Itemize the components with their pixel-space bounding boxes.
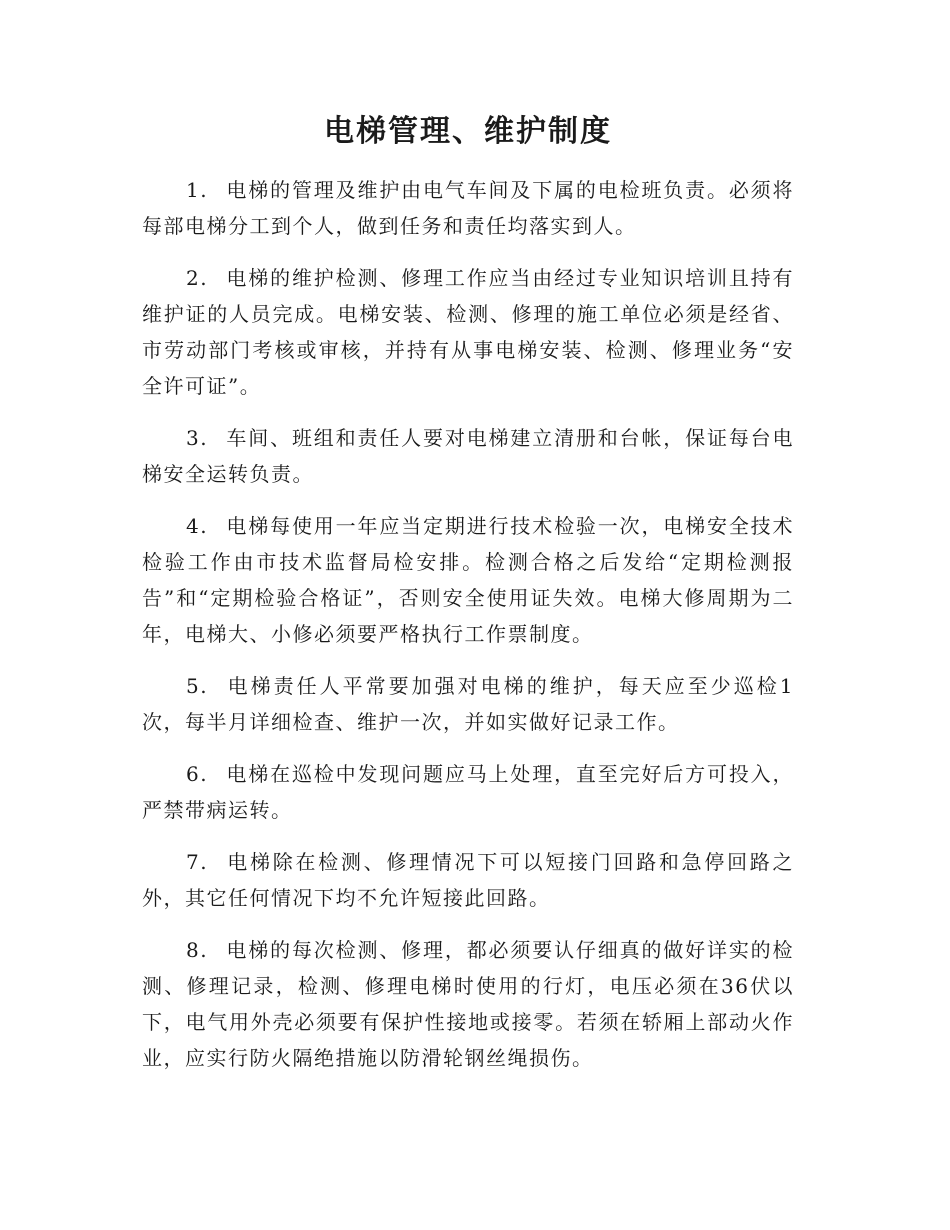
clause-text: 电梯在巡检中发现问题应马上处理，直至完好后方可投入，严禁带病运转。 bbox=[142, 762, 794, 822]
clause-1 bbox=[142, 172, 794, 244]
clause-text: 电梯责任人平常要加强对电梯的维护，每天应至少巡检1次，每半月详细检查、维护一次，并如实做好记录工作。 bbox=[142, 674, 794, 734]
clause-number: 5. bbox=[186, 674, 209, 698]
clause-number: 2. bbox=[186, 266, 209, 290]
clause-text: 车间、班组和责任人要对电梯建立清册和台帐，保证每台电梯安全运转负责。 bbox=[142, 426, 794, 486]
clause-text: 电梯除在检测、修理情况下可以短接门回路和急停回路之外，其它任何情况下均不允许短接此回路。 bbox=[142, 850, 794, 910]
clause-6 bbox=[142, 756, 794, 828]
clause-number: 8. bbox=[186, 938, 209, 962]
clause-number: 6. bbox=[186, 762, 209, 786]
clause-text: 电梯每使用一年应当定期进行技术检验一次，电梯安全技术检验工作由市技术监督局检安排。检测合格之后发给“定期检测报告”和“定期检验合格证”，否则安全使用证失效。电梯大修周期为二年，电梯大、小修必须要严格执行工作票制度。 bbox=[142, 514, 794, 646]
clause-number: 4. bbox=[186, 514, 209, 538]
clause-7 bbox=[142, 844, 794, 916]
clause-2 bbox=[142, 260, 794, 404]
clause-8 bbox=[142, 932, 794, 1076]
document-title: 电梯管理、维护制度 bbox=[324, 114, 612, 149]
clause-text: 电梯的维护检测、修理工作应当由经过专业知识培训且持有维护证的人员完成。电梯安装、检测、修理的施工单位必须是经省、市劳动部门考核或审核，并持有从事电梯安装、检测、修理业务“安全许可证”。 bbox=[142, 266, 794, 398]
clause-number: 7. bbox=[186, 850, 209, 874]
clause-number: 1. bbox=[186, 178, 209, 202]
document-page bbox=[142, 112, 794, 1092]
clause-text: 电梯的每次检测、修理，都必须要认仔细真的做好详实的检测、修理记录，检测、修理电梯时使用的行灯，电压必须在36伏以下，电气用外壳必须要有保护性接地或接零。若须在轿厢上部动火作业，应实行防火隔绝措施以防滑轮钢丝绳损伤。 bbox=[142, 938, 794, 1070]
clause-4 bbox=[142, 508, 794, 652]
clause-3 bbox=[142, 420, 794, 492]
clause-text: 电梯的管理及维护由电气车间及下属的电检班负责。必须将每部电梯分工到个人，做到任务和责任均落实到人。 bbox=[142, 178, 794, 238]
clause-5 bbox=[142, 668, 794, 740]
clause-number: 3. bbox=[186, 426, 209, 450]
